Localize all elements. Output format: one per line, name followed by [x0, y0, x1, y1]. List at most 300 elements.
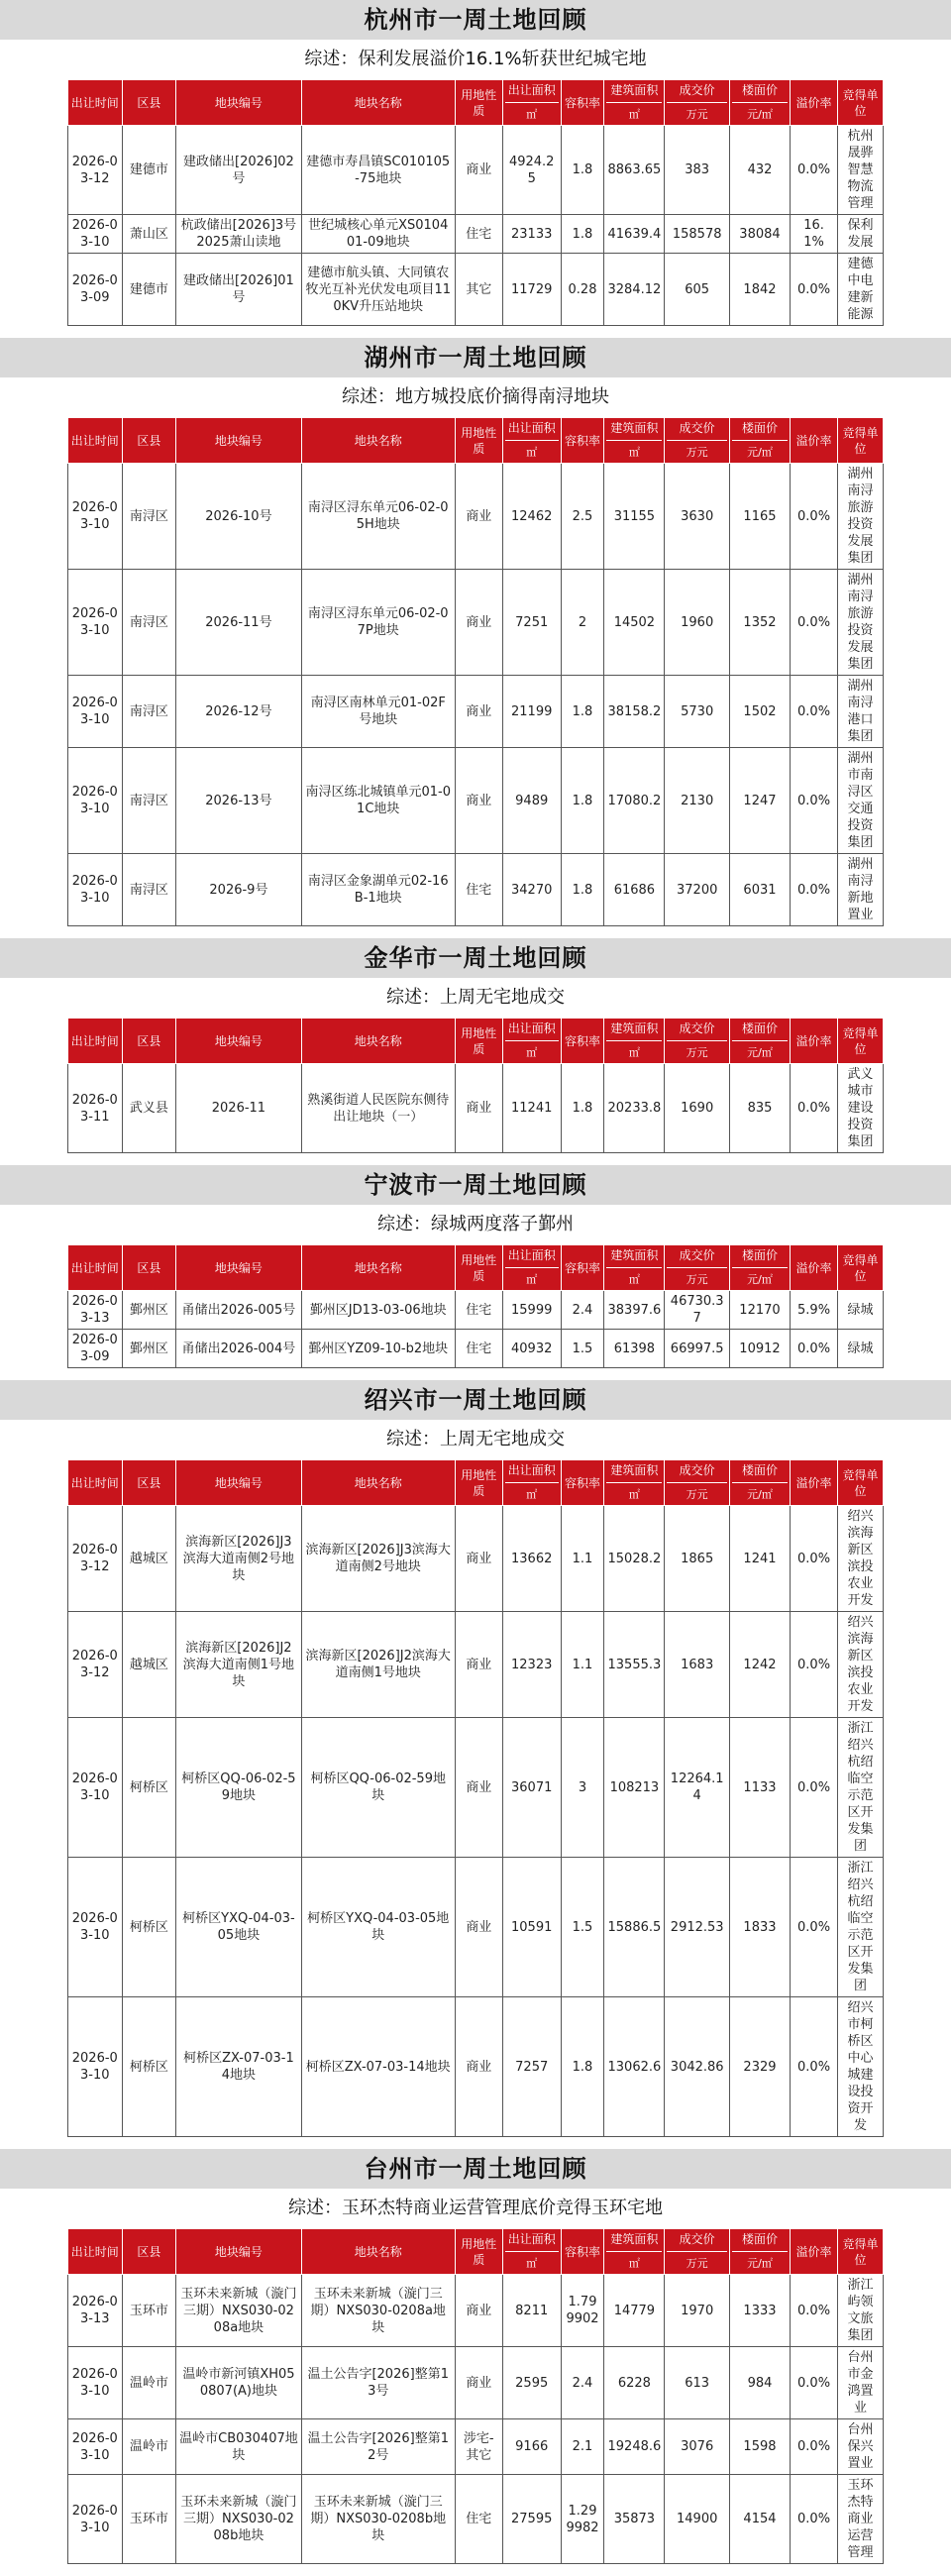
cell-date: 2026-03-09	[68, 254, 123, 326]
header-code: 地块编号	[176, 418, 302, 464]
cell-date: 2026-03-13	[68, 2275, 123, 2347]
cell-far: 2.5	[561, 464, 604, 570]
header-date: 出让时间	[68, 418, 123, 464]
cell-buyer: 浙江屿领文旅集团	[838, 2275, 884, 2347]
cell-buyer: 湖州南浔港口集团	[838, 676, 884, 748]
cell-buyer: 建德中电建新能源	[838, 254, 884, 326]
cell-price: 158578	[665, 215, 729, 254]
cell-build: 13062.6	[604, 1997, 665, 2137]
cell-area: 36071	[502, 1718, 561, 1858]
cell-price: 37200	[665, 854, 729, 926]
header-premium: 溢价率	[791, 418, 838, 464]
header-date: 出让时间	[68, 1245, 123, 1291]
cell-buyer: 绍兴市柯桥区中心城建设投资开发	[838, 1997, 884, 2137]
city-section	[0, 0, 951, 338]
cell-buyer: 湖州市南浔区交通投资集团	[838, 748, 884, 854]
table-row	[68, 254, 884, 326]
cell-price: 613	[665, 2347, 729, 2419]
cell-name: 南浔区练北城镇单元01-01C地块	[301, 748, 455, 854]
cell-area: 7257	[502, 1997, 561, 2137]
cell-code: 2026-10号	[176, 464, 302, 570]
cell-premium: 0.0%	[791, 748, 838, 854]
cell-floor: 1842	[729, 254, 790, 326]
cell-use: 商业	[455, 748, 502, 854]
cell-name: 鄞州区YZ09-10-b2地块	[301, 1330, 455, 1368]
header-far: 容积率	[561, 418, 604, 464]
cell-floor: 1333	[729, 2275, 790, 2347]
cell-build: 3284.12	[604, 254, 665, 326]
cell-name: 南浔区金象湖单元02-16B-1地块	[301, 854, 455, 926]
city-section	[0, 1380, 951, 2149]
cell-build: 61686	[604, 854, 665, 926]
cell-date: 2026-03-10	[68, 2347, 123, 2419]
header-buyer: 竞得单位	[838, 1019, 884, 1064]
cell-code: 甬储出2026-005号	[176, 1291, 302, 1330]
header-use: 用地性质	[455, 418, 502, 464]
cell-buyer: 浙江绍兴杭绍临空示范区开发集团	[838, 1718, 884, 1858]
cell-area: 12462	[502, 464, 561, 570]
cell-area: 27595	[502, 2475, 561, 2564]
header-name: 地块名称	[301, 1460, 455, 1506]
cell-code: 建政储出[2026]01号	[176, 254, 302, 326]
section-title: 杭州市一周土地回顾	[0, 0, 951, 40]
header-far: 容积率	[561, 2229, 604, 2275]
header-build: 建筑面积 ㎡	[604, 418, 665, 464]
header-price: 成交价 万元	[665, 2229, 729, 2275]
table-row	[68, 2475, 884, 2564]
cell-price: 3042.86	[665, 1997, 729, 2137]
section-summary: 综述：上周无宅地成交	[386, 1429, 565, 1449]
cell-use: 商业	[455, 1064, 502, 1153]
cell-premium: 0.0%	[791, 570, 838, 676]
cell-date: 2026-03-10	[68, 464, 123, 570]
table-header-row	[68, 2229, 884, 2275]
cell-buyer: 台州市金鸿置业	[838, 2347, 884, 2419]
cell-district: 南浔区	[122, 464, 176, 570]
header-far: 容积率	[561, 80, 604, 126]
cell-area: 34270	[502, 854, 561, 926]
cell-name: 建德市航头镇、大同镇农牧光互补光伏发电项目110KV升压站地块	[301, 254, 455, 326]
cell-floor: 1133	[729, 1718, 790, 1858]
cell-date: 2026-03-10	[68, 676, 123, 748]
cell-premium: 16.1%	[791, 215, 838, 254]
cell-far: 1.5	[561, 1330, 604, 1368]
section-summary: 综述：地方城投底价摘得南浔地块	[342, 386, 609, 407]
city-section	[0, 938, 951, 1165]
cell-date: 2026-03-10	[68, 2419, 123, 2475]
cell-premium: 0.0%	[791, 1612, 838, 1718]
cell-far: 0.28	[561, 254, 604, 326]
cell-date: 2026-03-10	[68, 570, 123, 676]
section-summary: 综述：绿城两度落子鄞州	[377, 1214, 574, 1234]
table-row	[68, 126, 884, 215]
cell-premium: 0.0%	[791, 1330, 838, 1368]
cell-use: 商业	[455, 2275, 502, 2347]
cell-date: 2026-03-12	[68, 1612, 123, 1718]
header-area: 出让面积 ㎡	[502, 1245, 561, 1291]
header-code: 地块编号	[176, 2229, 302, 2275]
cell-area: 23133	[502, 215, 561, 254]
table-wrapper	[0, 417, 951, 926]
cell-price: 383	[665, 126, 729, 215]
cell-floor: 835	[729, 1064, 790, 1153]
header-buyer: 竞得单位	[838, 1245, 884, 1291]
header-use: 用地性质	[455, 1460, 502, 1506]
cell-area: 7251	[502, 570, 561, 676]
cell-premium: 0.0%	[791, 676, 838, 748]
cell-price: 1683	[665, 1612, 729, 1718]
cell-premium: 0.0%	[791, 1718, 838, 1858]
cell-district: 玉环市	[122, 2475, 176, 2564]
cell-build: 38158.2	[604, 676, 665, 748]
cell-area: 2595	[502, 2347, 561, 2419]
cell-price: 3630	[665, 464, 729, 570]
table-row	[68, 1291, 884, 1330]
cell-build: 15028.2	[604, 1506, 665, 1612]
cell-buyer: 杭州晟骅智慧物流管理	[838, 126, 884, 215]
cell-premium: 0.0%	[791, 1506, 838, 1612]
cell-area: 8211	[502, 2275, 561, 2347]
cell-area: 40932	[502, 1330, 561, 1368]
cell-far: 1.799902	[561, 2275, 604, 2347]
header-code: 地块编号	[176, 1019, 302, 1064]
header-build: 建筑面积 ㎡	[604, 1460, 665, 1506]
cell-district: 温岭市	[122, 2347, 176, 2419]
section-title: 宁波市一周土地回顾	[0, 1165, 951, 1205]
header-district: 区县	[122, 1460, 176, 1506]
cell-build: 19248.6	[604, 2419, 665, 2475]
cell-code: 柯桥区YXQ-04-03-05地块	[176, 1858, 302, 1997]
table-row	[68, 676, 884, 748]
cell-build: 6228	[604, 2347, 665, 2419]
cell-far: 2	[561, 570, 604, 676]
cell-use: 其它	[455, 254, 502, 326]
table-body	[68, 126, 884, 326]
cell-code: 2026-11	[176, 1064, 302, 1153]
header-code: 地块编号	[176, 1245, 302, 1291]
header-district: 区县	[122, 1019, 176, 1064]
cell-name: 熟溪街道人民医院东侧待出让地块（一）	[301, 1064, 455, 1153]
header-floor: 楼面价 元/㎡	[729, 1019, 790, 1064]
cell-build: 14502	[604, 570, 665, 676]
cell-price: 605	[665, 254, 729, 326]
table-row	[68, 2347, 884, 2419]
header-date: 出让时间	[68, 1019, 123, 1064]
cell-name: 温土公告字[2026]整第12号	[301, 2419, 455, 2475]
table-wrapper	[0, 1459, 951, 2137]
cell-code: 温岭市新河镇XH050807(A)地块	[176, 2347, 302, 2419]
cell-area: 11729	[502, 254, 561, 326]
cell-price: 2130	[665, 748, 729, 854]
cell-build: 31155	[604, 464, 665, 570]
header-price: 成交价 万元	[665, 1019, 729, 1064]
header-buyer: 竞得单位	[838, 418, 884, 464]
cell-area: 9489	[502, 748, 561, 854]
cell-code: 2026-11号	[176, 570, 302, 676]
section-title: 台州市一周土地回顾	[0, 2149, 951, 2189]
cell-floor: 1242	[729, 1612, 790, 1718]
header-date: 出让时间	[68, 2229, 123, 2275]
cell-premium: 0.0%	[791, 254, 838, 326]
cell-price: 2912.53	[665, 1858, 729, 1997]
cell-floor: 1241	[729, 1506, 790, 1612]
cell-district: 南浔区	[122, 570, 176, 676]
cell-floor: 1247	[729, 748, 790, 854]
header-price: 成交价 万元	[665, 1460, 729, 1506]
section-gap	[0, 326, 951, 338]
cell-floor: 12170	[729, 1291, 790, 1330]
cell-name: 南浔区浔东单元06-02-07P地块	[301, 570, 455, 676]
header-area: 出让面积 ㎡	[502, 1460, 561, 1506]
cell-use: 商业	[455, 1718, 502, 1858]
header-code: 地块编号	[176, 1460, 302, 1506]
table-wrapper	[0, 1018, 951, 1153]
header-district: 区县	[122, 418, 176, 464]
cell-district: 建德市	[122, 126, 176, 215]
cell-build: 108213	[604, 1718, 665, 1858]
cell-code: 杭政储出[2026]3号 2025萧山读地	[176, 215, 302, 254]
cell-code: 滨海新区[2026]J3滨海大道南侧2号地块	[176, 1506, 302, 1612]
cell-far: 1.8	[561, 676, 604, 748]
cell-date: 2026-03-12	[68, 1506, 123, 1612]
cell-build: 61398	[604, 1330, 665, 1368]
cell-buyer: 浙江绍兴杭绍临空示范区开发集团	[838, 1858, 884, 1997]
cell-buyer: 湖州南浔旅游投资发展集团	[838, 570, 884, 676]
section-gap	[0, 1153, 951, 1165]
cell-price: 1970	[665, 2275, 729, 2347]
header-area: 出让面积 ㎡	[502, 1019, 561, 1064]
cell-use: 住宅	[455, 1291, 502, 1330]
cell-price: 66997.5	[665, 1330, 729, 1368]
header-area: 出让面积 ㎡	[502, 2229, 561, 2275]
cell-area: 10591	[502, 1858, 561, 1997]
cell-premium: 0.0%	[791, 2347, 838, 2419]
city-section	[0, 2149, 951, 2576]
cell-premium: 0.0%	[791, 1064, 838, 1153]
cell-date: 2026-03-11	[68, 1064, 123, 1153]
cell-district: 萧山区	[122, 215, 176, 254]
cell-price: 12264.14	[665, 1718, 729, 1858]
cell-use: 商业	[455, 464, 502, 570]
cell-far: 1.8	[561, 854, 604, 926]
cell-date: 2026-03-10	[68, 1858, 123, 1997]
cell-build: 41639.4	[604, 215, 665, 254]
land-table	[67, 417, 884, 926]
cell-build: 17080.2	[604, 748, 665, 854]
header-area: 出让面积 ㎡	[502, 80, 561, 126]
header-district: 区县	[122, 1245, 176, 1291]
cell-code: 玉环未来新城（漩门三期）NXS030-0208b地块	[176, 2475, 302, 2564]
cell-name: 滨海新区[2026]J2滨海大道南侧1号地块	[301, 1612, 455, 1718]
table-body	[68, 1291, 884, 1368]
cell-use: 商业	[455, 676, 502, 748]
table-row	[68, 1997, 884, 2137]
table-row	[68, 854, 884, 926]
table-row	[68, 1064, 884, 1153]
table-row	[68, 748, 884, 854]
cell-name: 南浔区浔东单元06-02-05H地块	[301, 464, 455, 570]
land-table	[67, 1018, 884, 1153]
cell-code: 玉环未来新城（漩门三期）NXS030-0208a地块	[176, 2275, 302, 2347]
table-row	[68, 2419, 884, 2475]
cell-use: 商业	[455, 570, 502, 676]
cell-build: 20233.8	[604, 1064, 665, 1153]
cell-build: 8863.65	[604, 126, 665, 215]
table-row	[68, 1330, 884, 1368]
city-section	[0, 1165, 951, 1380]
cell-district: 武义县	[122, 1064, 176, 1153]
cell-use: 商业	[455, 2347, 502, 2419]
cell-district: 南浔区	[122, 748, 176, 854]
cell-use: 商业	[455, 1858, 502, 1997]
cell-floor: 4154	[729, 2475, 790, 2564]
cell-district: 越城区	[122, 1506, 176, 1612]
header-premium: 溢价率	[791, 2229, 838, 2275]
section-gap	[0, 1368, 951, 1380]
cell-date: 2026-03-10	[68, 748, 123, 854]
header-district: 区县	[122, 2229, 176, 2275]
section-summary: 综述：保利发展溢价16.1%斩获世纪城宅地	[304, 49, 647, 69]
cell-buyer: 武义城市建设投资集团	[838, 1064, 884, 1153]
cell-code: 建政储出[2026]02号	[176, 126, 302, 215]
table-body	[68, 464, 884, 926]
cell-far: 1.5	[561, 1858, 604, 1997]
cell-name: 柯桥区QQ-06-02-59地块	[301, 1718, 455, 1858]
cell-far: 1.1	[561, 1612, 604, 1718]
cell-buyer: 绿城	[838, 1330, 884, 1368]
city-section	[0, 338, 951, 938]
cell-buyer: 玉环杰特商业运营管理	[838, 2475, 884, 2564]
cell-district: 鄞州区	[122, 1330, 176, 1368]
cell-use: 住宅	[455, 215, 502, 254]
cell-price: 3076	[665, 2419, 729, 2475]
header-floor: 楼面价 元/㎡	[729, 80, 790, 126]
cell-use: 住宅	[455, 2475, 502, 2564]
header-floor: 楼面价 元/㎡	[729, 418, 790, 464]
cell-use: 住宅	[455, 854, 502, 926]
header-name: 地块名称	[301, 1245, 455, 1291]
table-header-row	[68, 418, 884, 464]
table-row	[68, 2275, 884, 2347]
header-premium: 溢价率	[791, 1460, 838, 1506]
cell-code: 2026-9号	[176, 854, 302, 926]
cell-district: 南浔区	[122, 854, 176, 926]
cell-far: 2.1	[561, 2419, 604, 2475]
table-header-row	[68, 1245, 884, 1291]
header-date: 出让时间	[68, 80, 123, 126]
header-far: 容积率	[561, 1245, 604, 1291]
cell-buyer: 绍兴滨海新区滨投农业开发	[838, 1506, 884, 1612]
section-title: 绍兴市一周土地回顾	[0, 1380, 951, 1420]
cell-buyer: 保利发展	[838, 215, 884, 254]
cell-date: 2026-03-10	[68, 2475, 123, 2564]
cell-area: 9166	[502, 2419, 561, 2475]
cell-buyer: 台州保兴置业	[838, 2419, 884, 2475]
cell-district: 柯桥区	[122, 1997, 176, 2137]
cell-name: 玉环未来新城（漩门三期）NXS030-0208b地块	[301, 2475, 455, 2564]
cell-floor: 6031	[729, 854, 790, 926]
cell-district: 柯桥区	[122, 1858, 176, 1997]
header-buyer: 竞得单位	[838, 2229, 884, 2275]
cell-use: 商业	[455, 126, 502, 215]
cell-use: 商业	[455, 1506, 502, 1612]
cell-name: 鄞州区JD13-03-06地块	[301, 1291, 455, 1330]
cell-price: 5730	[665, 676, 729, 748]
cell-build: 38397.6	[604, 1291, 665, 1330]
cell-floor: 1833	[729, 1858, 790, 1997]
table-body	[68, 1064, 884, 1153]
header-build: 建筑面积 ㎡	[604, 1245, 665, 1291]
header-area: 出让面积 ㎡	[502, 418, 561, 464]
table-row	[68, 1858, 884, 1997]
cell-build: 15886.5	[604, 1858, 665, 1997]
cell-name: 玉环未来新城（漩门三期）NXS030-0208a地块	[301, 2275, 455, 2347]
cell-premium: 0.0%	[791, 2419, 838, 2475]
cell-buyer: 湖州南浔新地置业	[838, 854, 884, 926]
cell-date: 2026-03-09	[68, 1330, 123, 1368]
land-table	[67, 1459, 884, 2137]
cell-code: 柯桥区ZX-07-03-14地块	[176, 1997, 302, 2137]
header-name: 地块名称	[301, 418, 455, 464]
table-wrapper	[0, 79, 951, 326]
cell-use: 商业	[455, 1612, 502, 1718]
land-table	[67, 2228, 884, 2564]
cell-price: 1865	[665, 1506, 729, 1612]
cell-name: 温土公告字[2026]整第13号	[301, 2347, 455, 2419]
cell-premium: 0.0%	[791, 2275, 838, 2347]
cell-premium: 0.0%	[791, 2475, 838, 2564]
cell-price: 1690	[665, 1064, 729, 1153]
header-date: 出让时间	[68, 1460, 123, 1506]
cell-code: 滨海新区[2026]J2滨海大道南侧1号地块	[176, 1612, 302, 1718]
cell-district: 鄞州区	[122, 1291, 176, 1330]
cell-far: 1.8	[561, 1997, 604, 2137]
cell-far: 1.8	[561, 748, 604, 854]
cell-use: 涉宅-其它	[455, 2419, 502, 2475]
cell-area: 21199	[502, 676, 561, 748]
cell-far: 1.1	[561, 1506, 604, 1612]
cell-area: 4924.25	[502, 126, 561, 215]
cell-floor: 10912	[729, 1330, 790, 1368]
section-title: 金华市一周土地回顾	[0, 938, 951, 978]
cell-code: 甬储出2026-004号	[176, 1330, 302, 1368]
header-code: 地块编号	[176, 80, 302, 126]
cell-floor: 432	[729, 126, 790, 215]
cell-far: 1.8	[561, 126, 604, 215]
cell-name: 柯桥区YXQ-04-03-05地块	[301, 1858, 455, 1997]
cell-build: 13555.3	[604, 1612, 665, 1718]
cell-floor: 1165	[729, 464, 790, 570]
header-price: 成交价 万元	[665, 80, 729, 126]
cell-name: 柯桥区ZX-07-03-14地块	[301, 1997, 455, 2137]
cell-floor: 38084	[729, 215, 790, 254]
cell-district: 玉环市	[122, 2275, 176, 2347]
cell-floor: 1502	[729, 676, 790, 748]
header-price: 成交价 万元	[665, 418, 729, 464]
cell-far: 2.4	[561, 1291, 604, 1330]
header-premium: 溢价率	[791, 1019, 838, 1064]
cell-name: 建德市寿昌镇SC010105-75地块	[301, 126, 455, 215]
header-use: 用地性质	[455, 80, 502, 126]
cell-area: 11241	[502, 1064, 561, 1153]
cell-build: 14779	[604, 2275, 665, 2347]
table-row	[68, 215, 884, 254]
cell-use: 住宅	[455, 1330, 502, 1368]
cell-price: 46730.37	[665, 1291, 729, 1330]
cell-far: 2.4	[561, 2347, 604, 2419]
table-header-row	[68, 1019, 884, 1064]
cell-buyer: 绿城	[838, 1291, 884, 1330]
